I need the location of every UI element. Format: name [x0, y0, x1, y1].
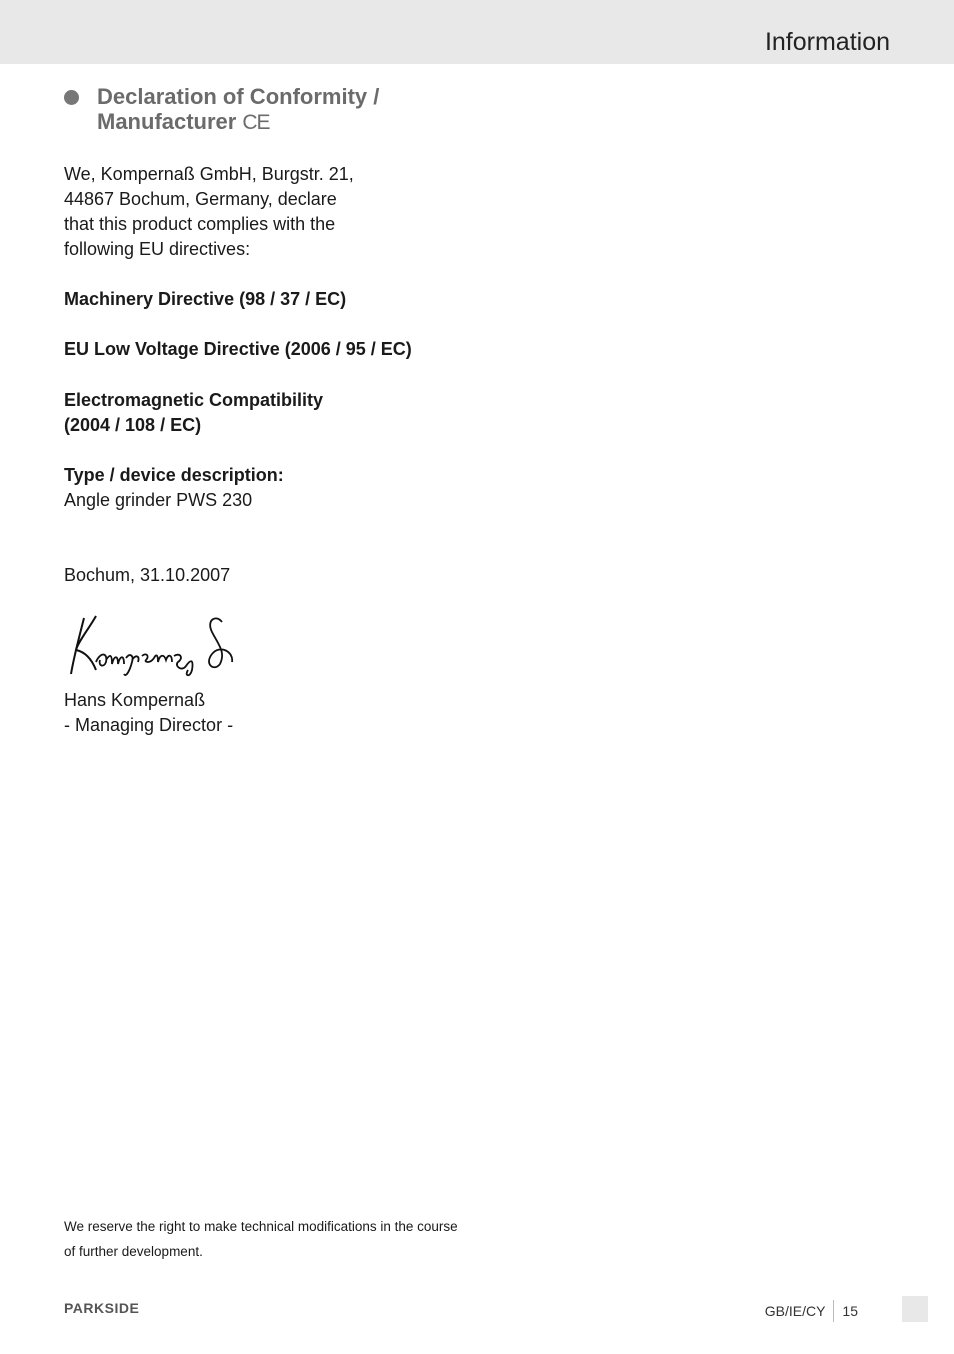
heading-line-1: Declaration of Conformity / — [97, 84, 380, 109]
page-info — [765, 1300, 858, 1322]
footnote-line: of further development. — [64, 1244, 203, 1259]
page-number: 15 — [842, 1303, 858, 1319]
intro-line: following EU directives: — [64, 239, 251, 259]
heading-line-2: Manufacturer — [97, 109, 237, 134]
intro-paragraph — [64, 162, 354, 262]
directive-low-voltage: EU Low Voltage Directive (2006 / 95 / EC) — [64, 339, 412, 359]
section-heading — [97, 84, 379, 135]
intro-line: that this product complies with the — [64, 214, 336, 234]
page-tab-box — [902, 1296, 928, 1322]
intro-line: We, Kompernaß GmbH, Burgstr. 21, — [64, 164, 354, 184]
signer-name: Hans Kompernaß — [64, 690, 206, 710]
intro-line: 44867 Bochum, Germany, declare — [64, 189, 337, 209]
type-value: Angle grinder PWS 230 — [64, 490, 253, 510]
footnote — [64, 1214, 458, 1264]
region-code: GB/IE/CY — [764, 1303, 826, 1319]
footer-divider — [833, 1300, 834, 1322]
bullet-icon — [64, 90, 79, 105]
directive-emc — [64, 388, 323, 438]
directive-machinery: Machinery Directive (98 / 37 / EC) — [64, 289, 347, 309]
ce-mark-icon: CE — [242, 111, 270, 134]
signature — [66, 612, 240, 680]
type-label: Type / device description: — [64, 465, 284, 485]
place-date: Bochum, 31.10.2007 — [64, 565, 231, 585]
page-title: Information — [764, 28, 890, 56]
directive-emc-line: (2004 / 108 / EC) — [64, 415, 202, 435]
signer-block — [64, 688, 233, 738]
brand-logo: PARKSIDE — [64, 1300, 140, 1316]
directive-emc-line: Electromagnetic Compatibility — [64, 390, 324, 410]
signer-title: - Managing Director - — [64, 715, 234, 735]
footnote-line: We reserve the right to make technical modifications in the course — [64, 1219, 458, 1234]
type-description — [64, 463, 284, 513]
